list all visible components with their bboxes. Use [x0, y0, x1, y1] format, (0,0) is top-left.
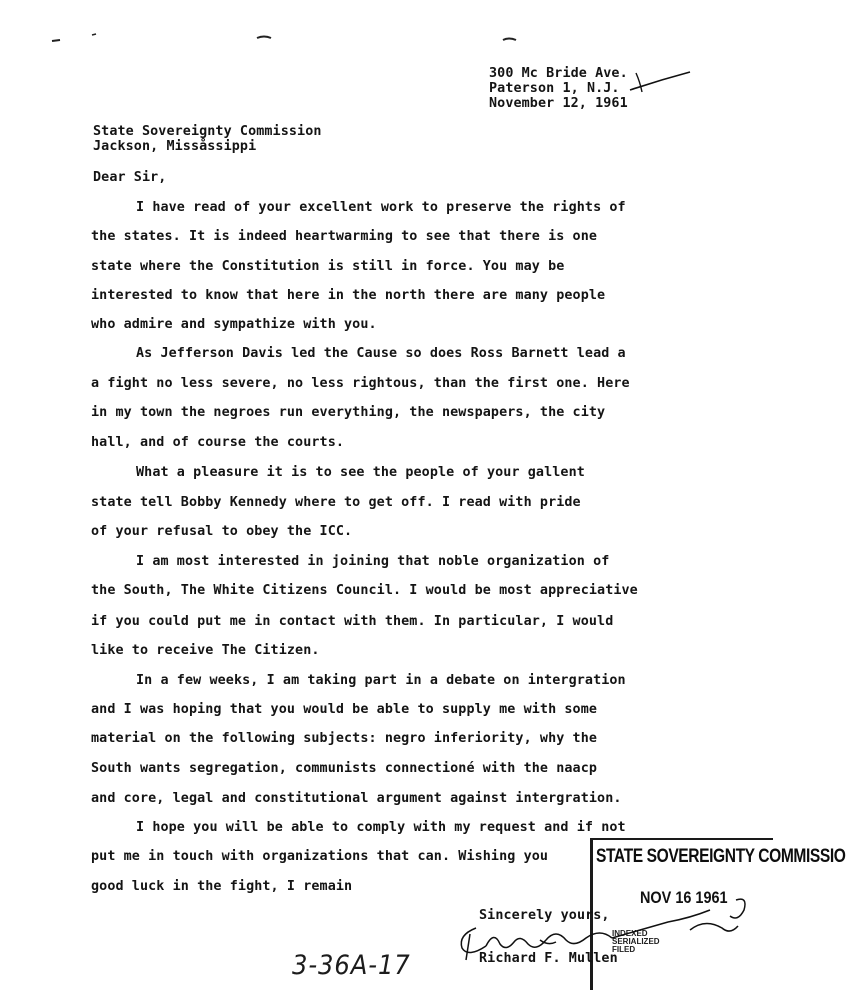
body-line: like to receive The Citizen.	[91, 643, 320, 658]
body-line: hall, and of course the courts.	[91, 435, 345, 450]
recipient-name: State Sovereignty Commission	[93, 124, 322, 139]
body-line: I hope you will be able to comply with my request and if not	[136, 820, 626, 835]
body-line: and core, legal and constitutional argument against intergration.	[91, 791, 622, 806]
scan-speck	[52, 40, 60, 41]
recipient-city: Jackson, Missåssippi	[93, 139, 257, 154]
closing: Sincerely yours,	[479, 908, 610, 923]
pen-stroke	[636, 73, 642, 92]
stamp-title: STATE SOVEREIGNTY COMMISSIO	[596, 846, 846, 867]
typed-signature-name: Richard F. Mullen	[479, 951, 618, 966]
stamp-serialized-label: SERIALIZED	[612, 937, 660, 946]
body-line: the states. It is indeed heartwarming to see that there is one	[91, 229, 598, 244]
body-line: state tell Bobby Kennedy where to get off. I read with pride	[91, 495, 581, 510]
body-line: and I was hoping that you would be able to supply me with some	[91, 702, 598, 717]
body-line: I have read of your excellent work to preserve the rights of	[136, 200, 626, 215]
body-line: material on the following subjects: negro inferiority, why the	[91, 731, 598, 746]
body-line: who admire and sympathize with you.	[91, 317, 377, 332]
sender-city: Paterson 1, N.J.	[489, 81, 620, 96]
salutation: Dear Sir,	[93, 170, 167, 185]
scan-speck	[92, 34, 96, 35]
body-line: As Jefferson Davis led the Cause so does Ross Barnett lead a	[136, 346, 626, 361]
stamp-date: NOV 16 1961	[640, 888, 728, 907]
handwritten-signature	[461, 899, 745, 960]
body-line: the South, The White Citizens Council. I would be most appreciative	[91, 583, 638, 598]
file-number: 3-36A-17	[292, 950, 411, 981]
body-line: if you could put me in contact with them. In particular, I would	[91, 614, 614, 629]
body-line: In a few weeks, I am taking part in a debate on intergration	[136, 673, 626, 688]
stamp-indexed-label: INDEXED	[612, 929, 648, 938]
body-line: I am most interested in joining that noble organization of	[136, 554, 610, 569]
body-line: a fight no less severe, no less rightous, than the first one. Here	[91, 376, 630, 391]
body-line: What a pleasure it is to see the people of your gallent	[136, 465, 585, 480]
sender-street: 300 Mc Bride Ave.	[489, 66, 628, 81]
body-line: put me in touch with organizations that can. Wishing you	[91, 849, 549, 864]
body-line: state where the Constitution is still in force. You may be	[91, 259, 565, 274]
body-line: of your refusal to obey the ICC.	[91, 524, 353, 539]
stamp-filed-label: FILED	[612, 945, 636, 954]
body-line: good luck in the fight, I remain	[91, 879, 353, 894]
letter-date: November 12, 1961	[489, 96, 628, 111]
body-line: South wants segregation, communists connectioné with the naacp	[91, 761, 598, 776]
body-line: interested to know that here in the north there are many people	[91, 288, 606, 303]
scan-speck	[257, 37, 271, 39]
body-line: in my town the negroes run everything, the newspapers, the city	[91, 405, 606, 420]
scan-speck	[503, 39, 516, 41]
